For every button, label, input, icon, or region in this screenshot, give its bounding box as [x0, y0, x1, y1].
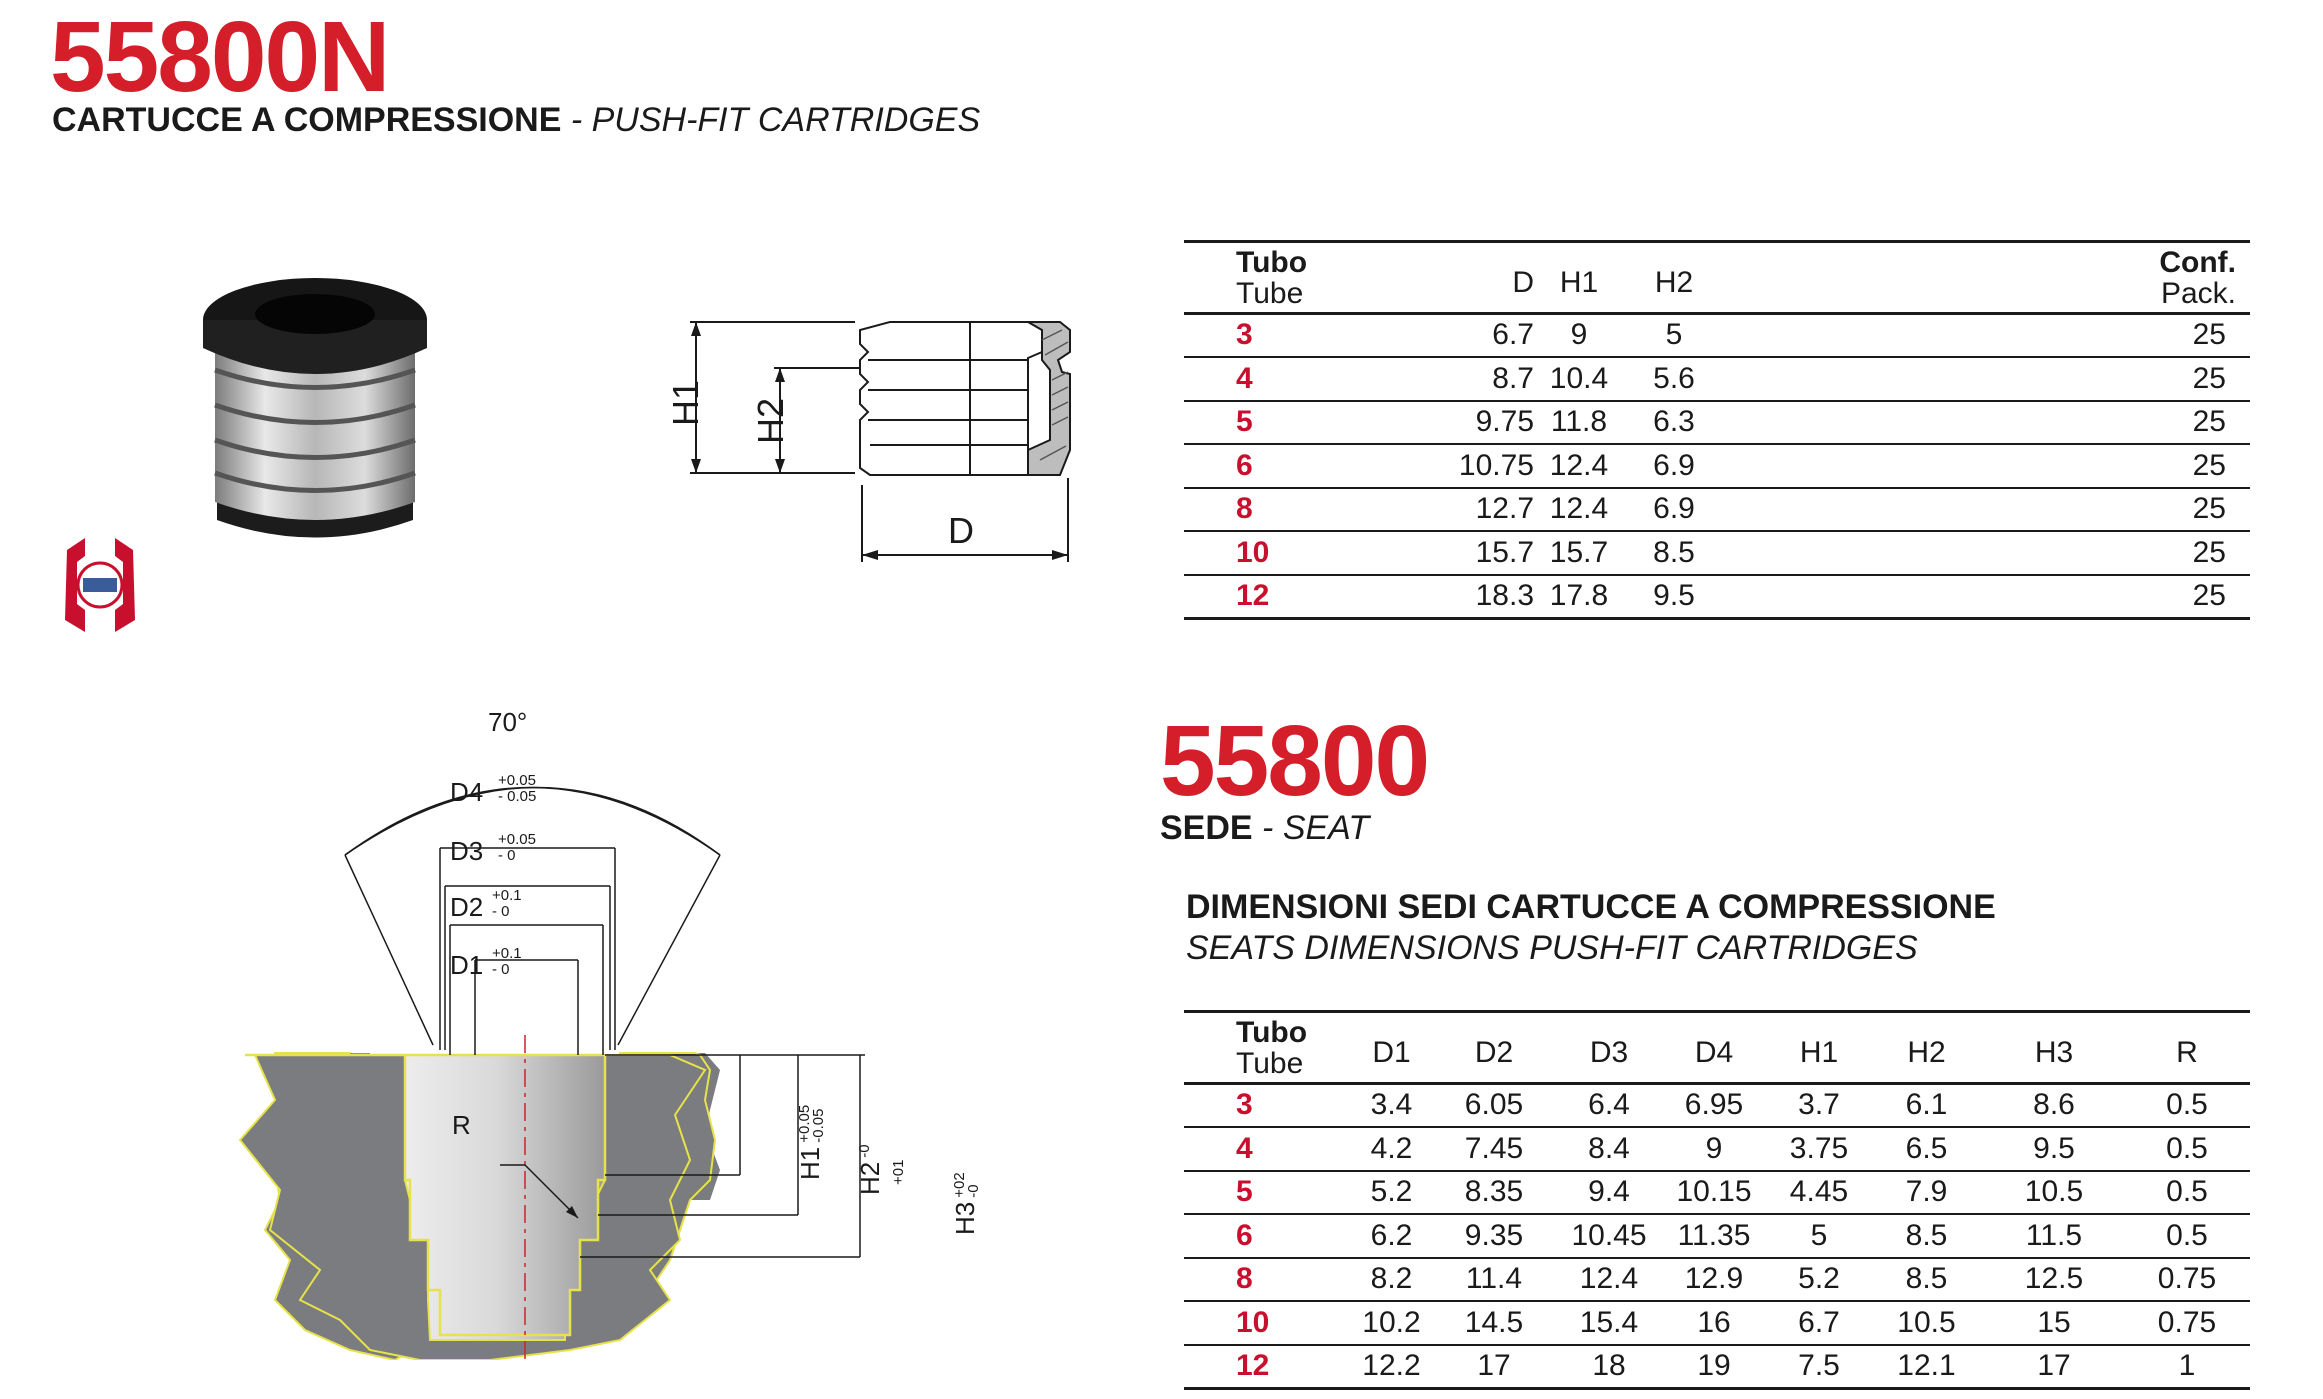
- table-row: [1184, 313, 2250, 357]
- value-cell: 10.2: [1354, 1301, 1429, 1345]
- col-d4: D4: [1659, 1015, 1769, 1083]
- table-row: [1184, 444, 2250, 488]
- d-cell: 15.7: [1364, 531, 1534, 575]
- col-tube: Tubo Tube: [1184, 245, 1364, 313]
- value-cell: 0.75: [2124, 1301, 2250, 1345]
- h1-cell: 9: [1534, 313, 1624, 357]
- tube-cell: 10: [1184, 531, 1364, 575]
- col-h3: H3: [1984, 1015, 2124, 1083]
- value-cell: 0.5: [2124, 1127, 2250, 1171]
- pack-cell: 25: [2020, 444, 2250, 488]
- value-cell: 8.5: [1869, 1258, 1984, 1302]
- value-cell: 9.5: [1984, 1127, 2124, 1171]
- seat-code: 55800: [1160, 705, 1429, 817]
- table-row: [1184, 1083, 2250, 1127]
- table-row: [1184, 1127, 2250, 1171]
- spacer-cell: [1724, 531, 2020, 575]
- seat-subtitle: SEDE - SEAT: [1160, 809, 1370, 847]
- value-cell: 18: [1559, 1345, 1659, 1389]
- h2-cell: 6.9: [1624, 488, 1724, 532]
- value-cell: 9.4: [1559, 1171, 1659, 1215]
- angle-label: 70°: [488, 707, 528, 737]
- value-cell: 4.2: [1354, 1127, 1429, 1171]
- tube-cell: 8: [1184, 1258, 1354, 1302]
- h2-cell: 9.5: [1624, 575, 1724, 619]
- spacer-cell: [1724, 357, 2020, 401]
- brand-logo: [55, 530, 145, 640]
- d-cell: 9.75: [1364, 401, 1534, 445]
- value-cell: 6.2: [1354, 1214, 1429, 1258]
- seat-section-drawing: [200, 700, 1030, 1360]
- d4-label: D4: [450, 777, 484, 807]
- d-cell: 10.75: [1364, 444, 1534, 488]
- col-h1: H1: [1769, 1015, 1869, 1083]
- value-cell: 10.15: [1659, 1171, 1769, 1215]
- spacer-cell: [1724, 444, 2020, 488]
- spacer-cell: [1724, 401, 2020, 445]
- col-tube: Tubo Tube: [1184, 1015, 1354, 1083]
- tube-cell: 5: [1184, 1171, 1354, 1215]
- d-cell: 6.7: [1364, 313, 1534, 357]
- value-cell: 0.5: [2124, 1171, 2250, 1215]
- table-row: [1184, 531, 2250, 575]
- value-cell: 19: [1659, 1345, 1769, 1389]
- dim-h1-label: H1: [665, 379, 706, 427]
- value-cell: 15.4: [1559, 1301, 1659, 1345]
- value-cell: 10.45: [1559, 1214, 1659, 1258]
- title-separator: -: [561, 101, 592, 139]
- col-d3: D3: [1559, 1015, 1659, 1083]
- cartridge-section-drawing: [650, 300, 1090, 580]
- table1-top-rule: [1184, 240, 2250, 243]
- h2-cell: 8.5: [1624, 531, 1724, 575]
- h2-upper-tolerance: +01: [890, 1159, 907, 1185]
- value-cell: 17: [1984, 1345, 2124, 1389]
- seat-title-en: SEAT: [1282, 809, 1370, 847]
- value-cell: 7.9: [1869, 1171, 1984, 1215]
- col-h1: H1: [1534, 245, 1624, 313]
- value-cell: 12.9: [1659, 1258, 1769, 1302]
- value-cell: 4.45: [1769, 1171, 1869, 1215]
- value-cell: 7.45: [1429, 1127, 1559, 1171]
- table-row: [1184, 575, 2250, 619]
- tube-cell: 5: [1184, 401, 1364, 445]
- value-cell: 16: [1659, 1301, 1769, 1345]
- dim-d-label: D: [948, 510, 974, 551]
- table-row: [1184, 1258, 2250, 1302]
- h2-cell: 5: [1624, 313, 1724, 357]
- h2-cell: 5.6: [1624, 357, 1724, 401]
- h2-label: $H2^{-0}$: [855, 1144, 885, 1195]
- value-cell: 0.5: [2124, 1083, 2250, 1127]
- h2-cell: 6.9: [1624, 444, 1724, 488]
- h1-label: H1 +0.05 -0.05: [795, 1104, 828, 1180]
- value-cell: 8.4: [1559, 1127, 1659, 1171]
- product-subtitle: [52, 100, 980, 140]
- tube-cell: 10: [1184, 1301, 1354, 1345]
- value-cell: 15: [1984, 1301, 2124, 1345]
- value-cell: 12.4: [1559, 1258, 1659, 1302]
- value-cell: 0.5: [2124, 1214, 2250, 1258]
- tube-cell: 3: [1184, 313, 1364, 357]
- tube-cell: 12: [1184, 575, 1364, 619]
- value-cell: 9.35: [1429, 1214, 1559, 1258]
- value-cell: 8.2: [1354, 1258, 1429, 1302]
- product-code: 55800N: [50, 1, 389, 113]
- tube-cell: 4: [1184, 357, 1364, 401]
- dim-h2-label: H2: [750, 397, 791, 445]
- h1-cell: 12.4: [1534, 488, 1624, 532]
- table-row: [1184, 1345, 2250, 1389]
- tube-cell: 6: [1184, 444, 1364, 488]
- value-cell: 5.2: [1354, 1171, 1429, 1215]
- value-cell: 6.7: [1769, 1301, 1869, 1345]
- pack-cell: 25: [2020, 575, 2250, 619]
- d4-tolerance: +0.05 - 0.05: [498, 772, 537, 805]
- h1-cell: 12.4: [1534, 444, 1624, 488]
- value-cell: 8.35: [1429, 1171, 1559, 1215]
- cartridge-photo: [195, 270, 440, 540]
- col-d2: D2: [1429, 1015, 1559, 1083]
- pack-cell: 25: [2020, 401, 2250, 445]
- value-cell: 12.2: [1354, 1345, 1429, 1389]
- d1-label: D1: [450, 950, 484, 980]
- value-cell: 6.05: [1429, 1083, 1559, 1127]
- pack-cell: 25: [2020, 357, 2250, 401]
- section-title: DIMENSIONI SEDI CARTUCCE A COMPRESSIONE: [1186, 888, 1996, 926]
- value-cell: 8.6: [1984, 1083, 2124, 1127]
- seat-title: SEDE: [1160, 809, 1253, 847]
- value-cell: 7.5: [1769, 1345, 1869, 1389]
- value-cell: 9: [1659, 1127, 1769, 1171]
- table2-top-rule: [1184, 1010, 2250, 1013]
- value-cell: 11.4: [1429, 1258, 1559, 1302]
- col-h2: H2: [1624, 245, 1724, 313]
- pack-cell: 25: [2020, 488, 2250, 532]
- value-cell: 6.1: [1869, 1083, 1984, 1127]
- value-cell: 6.4: [1559, 1083, 1659, 1127]
- spacer-cell: [1724, 575, 2020, 619]
- value-cell: 11.5: [1984, 1214, 2124, 1258]
- value-cell: 11.35: [1659, 1214, 1769, 1258]
- value-cell: 17: [1429, 1345, 1559, 1389]
- d-cell: 12.7: [1364, 488, 1534, 532]
- table-row: [1184, 488, 2250, 532]
- value-cell: 14.5: [1429, 1301, 1559, 1345]
- h3-label: H3 +02 -0: [950, 1172, 983, 1235]
- value-cell: 3.4: [1354, 1083, 1429, 1127]
- spacer-cell: [1724, 488, 2020, 532]
- d2-tolerance: +0.1 - 0: [492, 887, 522, 920]
- value-cell: 0.75: [2124, 1258, 2250, 1302]
- table-row: [1184, 1171, 2250, 1215]
- value-cell: 6.95: [1659, 1083, 1769, 1127]
- product-title-en: PUSH-FIT CARTRIDGES: [591, 101, 981, 139]
- d1-tolerance: +0.1 - 0: [492, 945, 522, 978]
- cartridge-table: [1184, 245, 2250, 620]
- value-cell: 5: [1769, 1214, 1869, 1258]
- d3-tolerance: +0.05 - 0: [498, 831, 536, 864]
- radius-label: R: [452, 1110, 471, 1140]
- pack-cell: 25: [2020, 313, 2250, 357]
- table-row: [1184, 357, 2250, 401]
- value-cell: 12.5: [1984, 1258, 2124, 1302]
- tube-cell: 8: [1184, 488, 1364, 532]
- d2-label: D2: [450, 892, 484, 922]
- product-title: CARTUCCE A COMPRESSIONE: [52, 101, 562, 139]
- spacer-cell: [1724, 313, 2020, 357]
- value-cell: 12.1: [1869, 1345, 1984, 1389]
- h1-cell: 15.7: [1534, 531, 1624, 575]
- d-cell: 8.7: [1364, 357, 1534, 401]
- h1-cell: 10.4: [1534, 357, 1624, 401]
- table-row: [1184, 401, 2250, 445]
- tube-cell: 12: [1184, 1345, 1354, 1389]
- d3-label: D3: [450, 836, 484, 866]
- h2-cell: 6.3: [1624, 401, 1724, 445]
- seat-table: [1184, 1015, 2250, 1390]
- section-title-en: SEATS DIMENSIONS PUSH-FIT CARTRIDGES: [1186, 929, 1918, 967]
- value-cell: 8.5: [1869, 1214, 1984, 1258]
- tube-cell: 3: [1184, 1083, 1354, 1127]
- table-row: [1184, 1301, 2250, 1345]
- value-cell: 5.2: [1769, 1258, 1869, 1302]
- col-r: R: [2124, 1015, 2250, 1083]
- value-cell: 10.5: [1869, 1301, 1984, 1345]
- table-row: [1184, 1214, 2250, 1258]
- h1-cell: 11.8: [1534, 401, 1624, 445]
- col-h2: H2: [1869, 1015, 1984, 1083]
- tube-cell: 4: [1184, 1127, 1354, 1171]
- col-d: D: [1364, 245, 1534, 313]
- value-cell: 3.7: [1769, 1083, 1869, 1127]
- value-cell: 3.75: [1769, 1127, 1869, 1171]
- d-cell: 18.3: [1364, 575, 1534, 619]
- col-d1: D1: [1354, 1015, 1429, 1083]
- h1-cell: 17.8: [1534, 575, 1624, 619]
- value-cell: 1: [2124, 1345, 2250, 1389]
- pack-cell: 25: [2020, 531, 2250, 575]
- value-cell: 10.5: [1984, 1171, 2124, 1215]
- tube-cell: 6: [1184, 1214, 1354, 1258]
- col-pack: Conf. Pack.: [2020, 245, 2250, 313]
- value-cell: 6.5: [1869, 1127, 1984, 1171]
